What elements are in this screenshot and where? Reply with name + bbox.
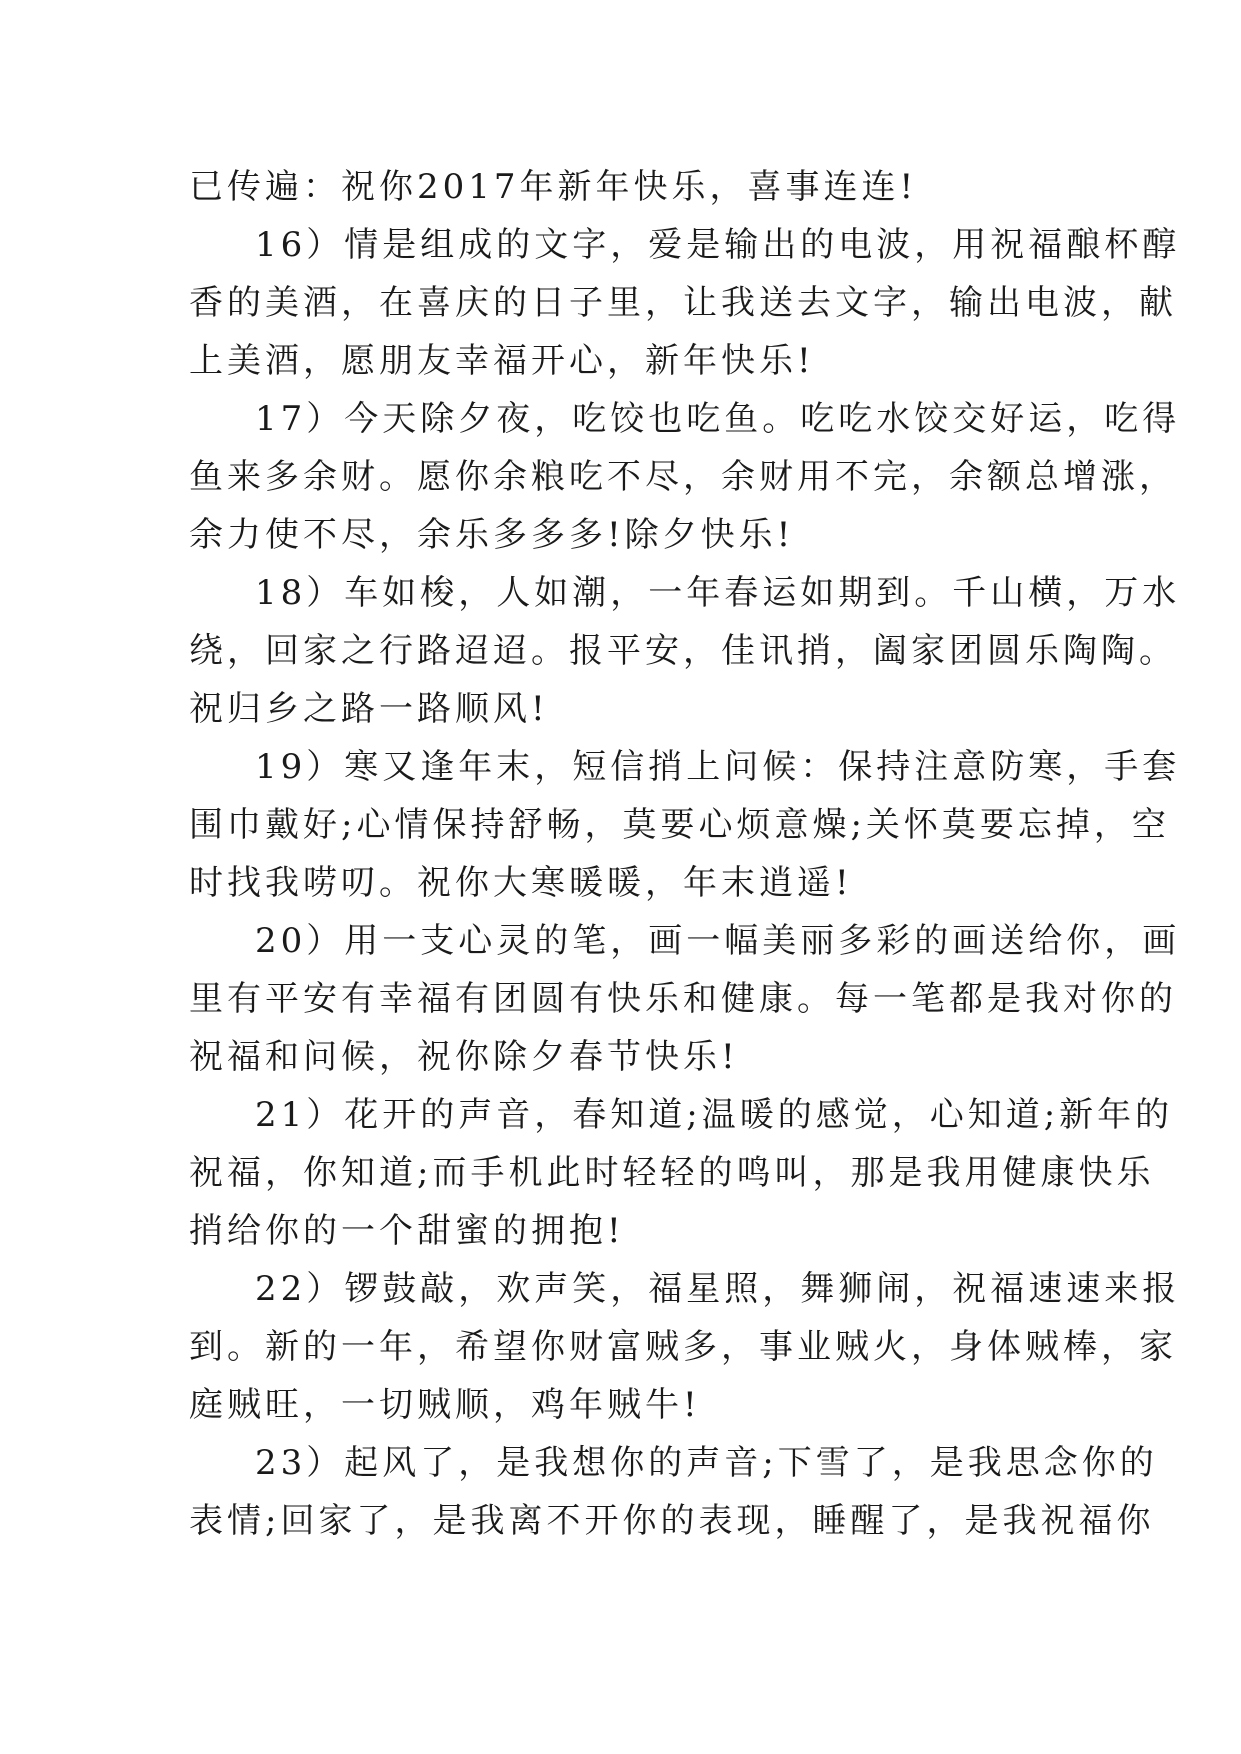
text-line: 祝福和问候，祝你除夕春节快乐! — [189, 1037, 739, 1077]
paragraph-23-start: 23）起风了，是我想你的声音;下雪了，是我思念你的 — [255, 1443, 1158, 1483]
paragraph-20-start: 20）用一支心灵的笔，画一幅美丽多彩的画送给你，画 — [255, 921, 1181, 961]
text-line: 时找我唠叨。祝你大寒暖暖，年末逍遥! — [189, 863, 853, 903]
paragraph-22-start: 22）锣鼓敲，欢声笑，福星照，舞狮闹，祝福速速来报 — [255, 1269, 1181, 1309]
text-line: 余力使不尽，余乐多多多!除夕快乐! — [189, 515, 795, 555]
text-line: 绕，回家之行路迢迢。报平安，佳讯捎，阖家团圆乐陶陶。 — [189, 631, 1177, 671]
text-line: 到。新的一年，希望你财富贼多，事业贼火，身体贼棒，家 — [189, 1327, 1177, 1367]
document-body — [189, 158, 1181, 1550]
paragraph-16-start: 16）情是组成的文字，爱是输出的电波，用祝福酿杯醇 — [255, 225, 1181, 265]
text-line: 祝归乡之路一路顺风! — [189, 689, 549, 729]
text-line: 里有平安有幸福有团圆有快乐和健康。每一笔都是我对你的 — [189, 979, 1177, 1019]
text-line: 香的美酒，在喜庆的日子里，让我送去文字，输出电波，献 — [189, 283, 1177, 323]
text-line: 捎给你的一个甜蜜的拥抱! — [189, 1211, 625, 1251]
text-line: 祝福，你知道;而手机此时轻轻的鸣叫，那是我用健康快乐 — [189, 1153, 1155, 1193]
paragraph-17-start: 17）今天除夕夜，吃饺也吃鱼。吃吃水饺交好运，吃得 — [255, 399, 1181, 439]
text-line: 表情;回家了，是我离不开你的表现，睡醒了，是我祝福你 — [189, 1501, 1155, 1541]
text-line: 围巾戴好;心情保持舒畅，莫要心烦意燥;关怀莫要忘掉，空 — [189, 805, 1170, 845]
text-line: 已传遍：祝你2017年新年快乐，喜事连连! — [189, 167, 918, 207]
paragraph-21-start: 21）花开的声音，春知道;温暖的感觉，心知道;新年的 — [255, 1095, 1174, 1135]
text-line: 上美酒，愿朋友幸福开心，新年快乐! — [189, 341, 815, 381]
paragraph-18-start: 18）车如梭，人如潮，一年春运如期到。千山横，万水 — [255, 573, 1181, 613]
text-line: 庭贼旺，一切贼顺，鸡年贼牛! — [189, 1385, 701, 1425]
paragraph-19-start: 19）寒又逢年末，短信捎上问候：保持注意防寒，手套 — [255, 747, 1181, 787]
text-line: 鱼来多余财。愿你余粮吃不尽，余财用不完，余额总增涨， — [189, 457, 1177, 497]
